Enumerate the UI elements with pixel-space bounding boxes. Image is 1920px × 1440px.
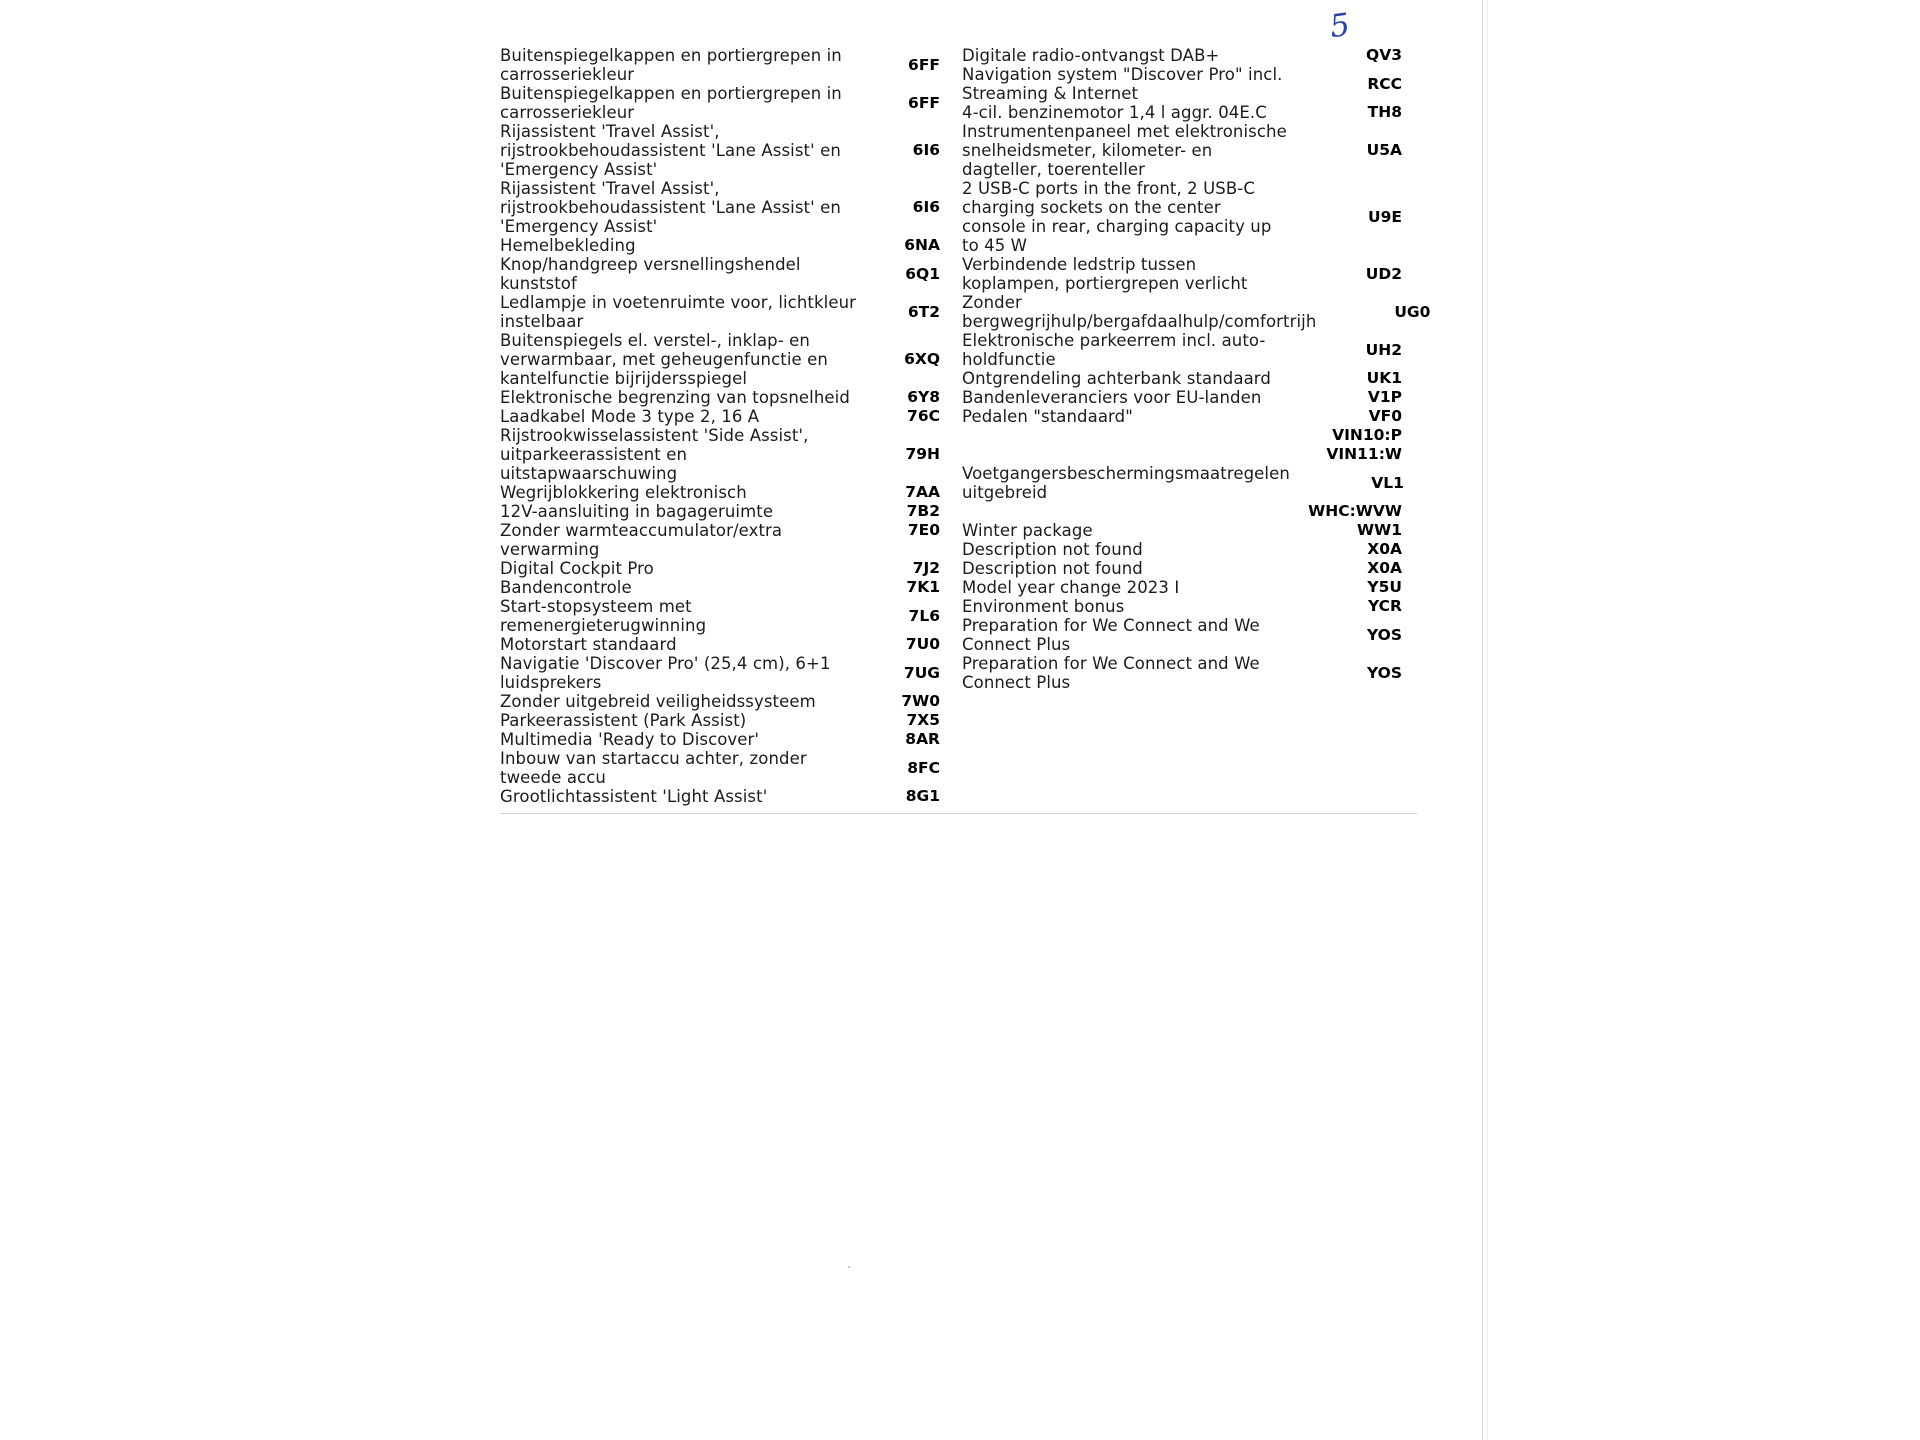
- equipment-row: [500, 236, 940, 255]
- equipment-description: Zonder warmteaccumulator/extra verwarming: [500, 521, 783, 559]
- handwritten-page-number: 5: [1327, 6, 1353, 46]
- equipment-description: Navigation system "Discover Pro" incl. Streaming & Internet: [962, 65, 1283, 103]
- equipment-description: Buitenspiegels el. verstel-, inklap- en verwarmbaar, met geheugenfunctie en kantelfunctie bijrijdersspiegel: [500, 331, 828, 388]
- equipment-row: [500, 692, 940, 711]
- equipment-description: Elektronische parkeerrem incl. auto-holdfunctie: [962, 331, 1266, 369]
- equipment-code: 7L6: [908, 606, 940, 625]
- equipment-description: Verbindende ledstrip tussen koplampen, portiergrepen verlicht: [962, 255, 1248, 293]
- equipment-description: 4-cil. benzinemotor 1,4 l aggr. 04E.C: [962, 103, 1267, 122]
- page-edge-line-secondary: [1487, 0, 1488, 1440]
- equipment-row: [500, 521, 940, 559]
- equipment-code: 7AA: [905, 483, 940, 501]
- equipment-code: 6XQ: [904, 350, 940, 368]
- equipment-code: UK1: [1366, 369, 1402, 387]
- equipment-description: Navigatie 'Discover Pro' (25,4 cm), 6+1 luidsprekers: [500, 654, 831, 692]
- equipment-description: Description not found: [962, 559, 1143, 578]
- equipment-description: Parkeerassistent (Park Assist): [500, 711, 747, 730]
- equipment-description: Environment bonus: [962, 597, 1125, 616]
- equipment-description: Voetgangersbeschermingsmaatregelen uitgebreid: [962, 464, 1290, 502]
- equipment-row: [962, 426, 1402, 445]
- equipment-row: [500, 730, 940, 749]
- equipment-code: 79H: [905, 445, 940, 463]
- equipment-code: 6NA: [904, 236, 940, 254]
- equipment-description: Buitenspiegelkappen en portiergrepen in carrosseriekleur: [500, 46, 842, 84]
- equipment-code: VIN11:W: [1326, 445, 1402, 463]
- equipment-code: UD2: [1365, 264, 1402, 283]
- equipment-code: 7U0: [905, 635, 940, 653]
- equipment-row: [500, 46, 940, 84]
- equipment-description: Preparation for We Connect and We Connect Plus: [962, 654, 1260, 692]
- equipment-row: [500, 255, 940, 293]
- equipment-description: Hemelbekleding: [500, 236, 636, 255]
- equipment-row: [500, 711, 940, 730]
- equipment-description: Bandenleveranciers voor EU-landen: [962, 388, 1262, 407]
- equipment-code: 7K1: [906, 578, 940, 596]
- equipment-code: X0A: [1367, 540, 1402, 558]
- equipment-row: [962, 578, 1402, 597]
- equipment-description: Zonder bergwegrijhulp/bergafdaalhulp/comfortrijh: [962, 293, 1317, 331]
- equipment-code: 76C: [907, 407, 940, 425]
- equipment-row: [500, 787, 940, 806]
- equipment-code: WHC:WVW: [1308, 502, 1402, 520]
- equipment-description: Preparation for We Connect and We Connect Plus: [962, 616, 1260, 654]
- equipment-row: [962, 388, 1402, 407]
- equipment-row: [962, 464, 1402, 502]
- equipment-description: Rijstrookwisselassistent 'Side Assist', uitparkeerassistent en uitstapwaarschuwing: [500, 426, 809, 483]
- equipment-description: Inbouw van startaccu achter, zonder tweede accu: [500, 749, 807, 787]
- equipment-description: Rijassistent 'Travel Assist', rijstrookbehoudassistent 'Lane Assist' en 'Emergency Assist': [500, 122, 841, 179]
- equipment-code: YCR: [1368, 597, 1402, 615]
- equipment-code: 6I6: [912, 198, 940, 216]
- equipment-code: U5A: [1366, 141, 1402, 159]
- equipment-code: 7UG: [903, 663, 940, 682]
- equipment-row: [500, 426, 940, 483]
- equipment-code: 8FC: [907, 758, 940, 777]
- equipment-code: 7E0: [907, 521, 940, 539]
- equipment-row: [962, 597, 1402, 616]
- equipment-row: [500, 559, 940, 578]
- equipment-code: 7W0: [901, 692, 940, 710]
- equipment-description: Grootlichtassistent 'Light Assist': [500, 787, 768, 806]
- equipment-code: RCC: [1367, 74, 1402, 93]
- equipment-code: 6T2: [907, 302, 940, 321]
- equipment-description: Multimedia 'Ready to Discover': [500, 730, 760, 749]
- equipment-row: [962, 540, 1402, 559]
- equipment-description: Laadkabel Mode 3 type 2, 16 A: [500, 407, 760, 426]
- equipment-row: [962, 331, 1402, 369]
- equipment-code: 7B2: [906, 502, 940, 520]
- equipment-row: [962, 407, 1402, 426]
- equipment-row: [500, 331, 940, 388]
- scan-speck: [848, 1266, 850, 1268]
- footer-divider: [500, 813, 1417, 814]
- equipment-description: Winter package: [962, 521, 1093, 540]
- page-edge-line: [1482, 0, 1483, 1440]
- equipment-code: 7X5: [906, 711, 940, 729]
- equipment-row: [500, 654, 940, 692]
- equipment-description: Wegrijblokkering elektronisch: [500, 483, 747, 502]
- equipment-row: [500, 179, 940, 236]
- equipment-code: QV3: [1366, 46, 1402, 64]
- equipment-description: Model year change 2023 I: [962, 578, 1180, 597]
- equipment-description: 2 USB-C ports in the front, 2 USB-C charging sockets on the center console in rear, charging capacity up to 45 W: [962, 179, 1272, 255]
- equipment-row: [962, 559, 1402, 578]
- equipment-code: 6FF: [908, 93, 940, 112]
- equipment-code: 6I6: [912, 141, 940, 159]
- equipment-description: Pedalen "standaard": [962, 407, 1133, 426]
- equipment-description: Digitale radio-ontvangst DAB+: [962, 46, 1220, 65]
- equipment-row: [500, 388, 940, 407]
- equipment-row: [500, 635, 940, 654]
- equipment-row: [962, 122, 1402, 179]
- equipment-code: X0A: [1367, 559, 1402, 577]
- equipment-row: [962, 103, 1402, 122]
- equipment-description: Ledlampje in voetenruimte voor, lichtkleur instelbaar: [500, 293, 857, 331]
- equipment-code: UG0: [1394, 302, 1431, 321]
- equipment-description: Elektronische begrenzing van topsnelheid: [500, 388, 850, 407]
- equipment-row: [962, 654, 1402, 692]
- equipment-row: [500, 483, 940, 502]
- equipment-row: [500, 407, 940, 426]
- equipment-list-left-column: [500, 46, 940, 806]
- equipment-row: [962, 179, 1402, 255]
- equipment-code: 8G1: [905, 787, 940, 805]
- equipment-description: Buitenspiegelkappen en portiergrepen in carrosseriekleur: [500, 84, 842, 122]
- equipment-row: [962, 293, 1431, 331]
- equipment-code: TH8: [1367, 103, 1402, 121]
- equipment-description: Motorstart standaard: [500, 635, 677, 654]
- equipment-code: WW1: [1357, 521, 1402, 539]
- equipment-description: Digital Cockpit Pro: [500, 559, 654, 578]
- equipment-description: Knop/handgreep versnellingshendel kunststof: [500, 255, 801, 293]
- equipment-row: [500, 293, 940, 331]
- equipment-code: U9E: [1368, 207, 1402, 226]
- equipment-code: VIN10:P: [1332, 426, 1402, 444]
- equipment-row: [962, 445, 1402, 464]
- equipment-row: [500, 122, 940, 179]
- equipment-code: UH2: [1365, 340, 1402, 359]
- equipment-description: Bandencontrole: [500, 578, 632, 597]
- equipment-code: V1P: [1367, 388, 1402, 406]
- equipment-row: [962, 65, 1402, 103]
- equipment-description: Rijassistent 'Travel Assist', rijstrookbehoudassistent 'Lane Assist' en 'Emergency Assist': [500, 179, 841, 236]
- equipment-code: 6Q1: [905, 264, 940, 283]
- equipment-description: 12V-aansluiting in bagageruimte: [500, 502, 774, 521]
- equipment-code: 6FF: [908, 55, 940, 74]
- equipment-row: [962, 616, 1402, 654]
- equipment-description: Start-stopsysteem met remenergieterugwinning: [500, 597, 707, 635]
- equipment-row: [500, 578, 940, 597]
- equipment-row: [962, 255, 1402, 293]
- equipment-code: 6Y8: [907, 388, 940, 406]
- equipment-row: [500, 597, 940, 635]
- equipment-row: [500, 84, 940, 122]
- equipment-description: Instrumentenpaneel met elektronische snelheidsmeter, kilometer- en dagteller, toerenteller: [962, 122, 1287, 179]
- equipment-row: [962, 502, 1402, 521]
- equipment-description: Description not found: [962, 540, 1143, 559]
- equipment-row: [962, 369, 1402, 388]
- equipment-description: Zonder uitgebreid veiligheidssysteem: [500, 692, 816, 711]
- equipment-row: [962, 521, 1402, 540]
- equipment-row: [500, 502, 940, 521]
- equipment-code: VL1: [1371, 473, 1404, 492]
- equipment-code: YOS: [1366, 663, 1402, 682]
- equipment-row: [962, 46, 1402, 65]
- equipment-code: YOS: [1366, 625, 1402, 644]
- equipment-code: 8AR: [905, 730, 940, 748]
- equipment-row: [500, 749, 940, 787]
- equipment-description: Ontgrendeling achterbank standaard: [962, 369, 1271, 388]
- equipment-list-right-column: [962, 46, 1431, 692]
- equipment-code: Y5U: [1367, 578, 1402, 596]
- equipment-code: 7J2: [912, 559, 940, 577]
- equipment-code: VF0: [1368, 407, 1402, 425]
